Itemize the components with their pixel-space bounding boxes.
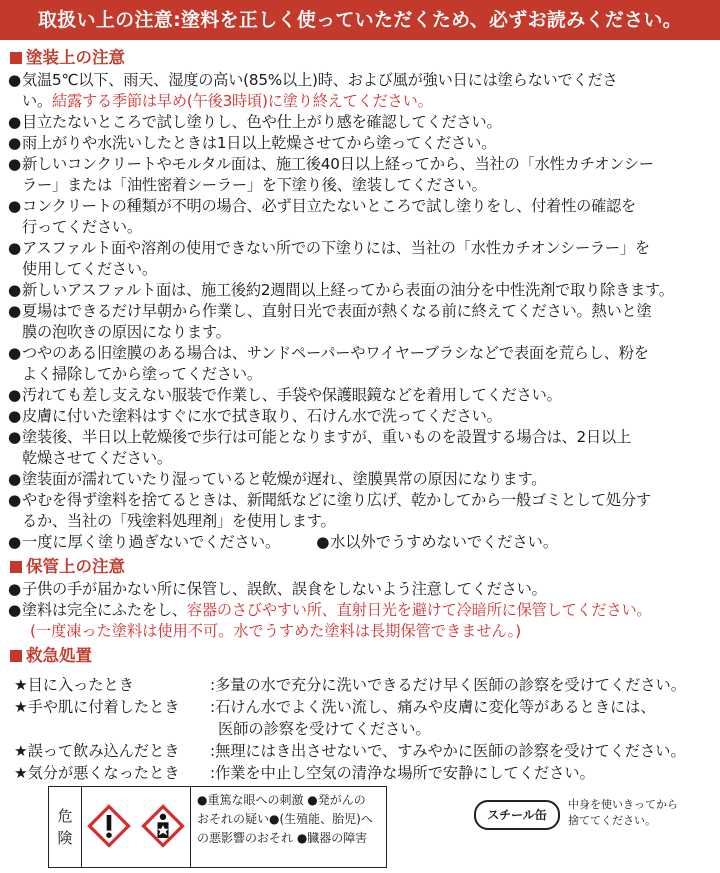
first-aid-row <box>8 696 712 718</box>
first-aid-text: :石けん水でよく洗い流し、痛みや皮膚に変化等があるときには、 <box>210 698 656 716</box>
item-text: い。 <box>22 92 52 110</box>
bullet-icon: ● <box>8 134 22 152</box>
item-text: るか、当社の「残塗料処理剤」を使用します。 <box>22 512 336 530</box>
list-item <box>8 600 712 621</box>
item-text: コンクリートの種類が不明の場合、必ず目立たないところで試し塗りをし、付着性の確認を <box>22 197 637 215</box>
first-aid-row <box>8 718 712 740</box>
first-aid-label: ★目に入ったとき <box>14 676 134 694</box>
bullet-icon: ● <box>8 281 22 299</box>
item-text: よく掃除してから塗ってください。 <box>22 365 262 383</box>
list-item <box>8 112 712 133</box>
item-text: 乾燥させてください。 <box>22 449 172 467</box>
bullet-icon: ● <box>8 197 22 215</box>
item-text: 塗装面が濡れていたり湿っていると乾燥が遅れ、塗膜異常の原因になります。 <box>22 470 547 488</box>
item-text: つやのある旧塗膜のある場合は、サンドペーパーやワイヤーブラシなどで表面を荒らし、粉を <box>22 344 649 362</box>
bullet-icon: ● <box>8 155 22 173</box>
steel-can-badge: スチール缶 <box>474 800 560 830</box>
health-hazard-pictogram-icon <box>136 787 190 865</box>
hazard-statements <box>190 787 386 867</box>
section-title-text: 塗装上の注意 <box>26 48 125 67</box>
list-item <box>8 301 712 343</box>
first-aid-label: ★誤って飲み込んだとき <box>14 742 180 760</box>
item-text: 水以外でうすめないでください。 <box>330 533 558 551</box>
bullet-icon: ● <box>8 344 22 362</box>
hazard-line: ●重篤な眼への刺激 ●発がんの <box>197 793 366 807</box>
item-text: 新しいコンクリートやモルタル面は、施工後40日以上経ってから、当社の「水性カチオンシー <box>22 155 654 173</box>
bullet-icon: ● <box>8 470 22 488</box>
bullet-icon: ● <box>8 71 22 89</box>
item-text: 塗料は完全にふたをし、 <box>22 601 187 619</box>
bullet-icon: ● <box>8 428 22 446</box>
item-text: 子供の手が届かない所に保管し、誤飲、誤食をしないよう注意してください。 <box>22 580 547 598</box>
first-aid-label <box>8 718 210 740</box>
disposal-note-line: 中身を使いきってから <box>568 798 678 811</box>
first-aid-label: ★手や肌に付着したとき <box>14 698 180 716</box>
list-item <box>8 469 712 490</box>
caution-banner: 取扱い上の注意:塗料を正しく使っていただくため、必ずお読みください。 <box>0 0 720 40</box>
list-item <box>8 385 712 406</box>
bullet-icon: ● <box>8 491 22 509</box>
square-bullet-icon <box>10 650 22 662</box>
item-text: 皮膚に付いた塗料はすぐに水で拭き取り、石けん水で洗ってください。 <box>22 407 502 425</box>
first-aid-text: :作業を中止し空気の清浄な場所で安静にしてください。 <box>210 764 595 782</box>
list-item <box>8 154 712 196</box>
list-item-pair <box>8 532 712 553</box>
list-item <box>8 532 280 553</box>
bullet-icon: ● <box>8 601 22 619</box>
list-item <box>8 238 712 280</box>
first-aid-text: 医師の診察を受けてください。 <box>218 720 431 738</box>
item-text: 雨上がりや水洗いしたときは1日以上乾燥させてから塗ってください。 <box>22 134 497 152</box>
signal-word-char: 険 <box>57 829 73 847</box>
section-title-text: 保管上の注意 <box>26 557 125 576</box>
list-item <box>8 196 712 238</box>
first-aid-text: :多量の水で充分に洗いできるだけ早く医師の診察を受けてください。 <box>210 676 686 694</box>
section-title-text: 救急処置 <box>26 646 92 665</box>
first-aid-label: ★気分が悪くなったとき <box>14 764 180 782</box>
section-title-first-aid <box>8 644 712 668</box>
list-item <box>8 280 712 301</box>
bullet-icon: ● <box>8 580 22 598</box>
item-text: やむを得ず塗料を捨てるときは、新聞紙などに塗り広げ、乾かしてから一般ゴミとして処分す <box>22 491 651 509</box>
footer <box>0 786 720 873</box>
item-text: 一度に厚く塗り過ぎないでください。 <box>22 533 281 551</box>
bullet-icon: ● <box>8 113 22 131</box>
bullet-icon: ● <box>8 533 22 551</box>
bullet-icon: ● <box>8 386 22 404</box>
item-text: 目立たないところで試し塗りし、色や仕上がり感を確認してください。 <box>22 113 502 131</box>
item-text: 膜の泡吹きの原因になります。 <box>22 323 231 341</box>
disposal-note-line: 捨ててください。 <box>568 814 656 827</box>
item-text: ラー」または「油性密着シーラー」を下塗り後、塗装してください。 <box>22 176 487 194</box>
list-item <box>8 427 712 469</box>
item-text: 行ってください。 <box>22 218 142 236</box>
square-bullet-icon <box>10 52 22 64</box>
section-title-storage <box>8 555 712 579</box>
first-aid-row <box>8 674 712 696</box>
item-text: 汚れても差し支えない服装で作業し、手袋や保護眼鏡などを着用してください。 <box>22 386 562 404</box>
list-item <box>8 490 712 532</box>
list-item <box>8 133 712 154</box>
signal-word-char: 危 <box>57 807 73 825</box>
list-item <box>8 579 712 600</box>
item-text: アスファルト面や溶剤の使用できない所での下塗りには、当社の「水性カチオンシーラー」を <box>22 239 650 257</box>
list-item <box>316 532 558 553</box>
storage-note: (一度凍った塗料は使用不可。水でうすめた塗料は長期保管できません。) <box>30 622 522 640</box>
first-aid-text: :無理にはき出させないで、すみやかに医師の診察を受けてください。 <box>210 742 686 760</box>
first-aid-row <box>8 762 712 784</box>
bullet-icon: ● <box>8 407 22 425</box>
bullet-icon: ● <box>8 239 22 257</box>
bullet-icon: ● <box>8 302 22 320</box>
hazard-line: の悪影響のおそれ ●臓器の障害 <box>197 831 368 845</box>
item-text: 夏場はできるだけ早朝から作業し、直射日光で表面が熱くなる前に終えてください。熱いと塗 <box>22 302 652 320</box>
item-text: 塗装後、半日以上乾燥後で歩行は可能となりますが、重いものを設置する場合は、2日以上 <box>22 428 631 446</box>
first-aid-list <box>8 674 712 784</box>
item-warning-text: 結露する季節は早め(午後3時頃)に塗り終えてください。 <box>51 92 433 110</box>
item-warning-text: 容器のさびやすい所、直射日光を避けて冷暗所に保管してください。 <box>186 601 652 619</box>
list-item <box>8 70 712 112</box>
exclamation-pictogram-icon <box>82 787 136 865</box>
item-text: 使用してください。 <box>22 260 157 278</box>
disposal-note <box>568 797 678 829</box>
list-item <box>8 343 712 385</box>
signal-word <box>49 787 82 867</box>
list-item <box>8 406 712 427</box>
item-text: 新しいアスファルト面は、施工後約2週間以上経ってから表面の油分を中性洗剤で取り除きます。 <box>22 281 674 299</box>
content <box>8 44 712 784</box>
section-title-painting <box>8 46 712 70</box>
item-text: 気温5℃以下、雨天、湿度の高い(85%以上)時、および風が強い日には塗らないでくださ <box>22 71 618 89</box>
square-bullet-icon <box>10 561 22 573</box>
bullet-icon: ● <box>316 533 330 551</box>
hazard-box <box>48 786 387 868</box>
first-aid-row <box>8 740 712 762</box>
hazard-line: おそれの疑い●(生殖能、胎児)へ <box>197 812 373 826</box>
